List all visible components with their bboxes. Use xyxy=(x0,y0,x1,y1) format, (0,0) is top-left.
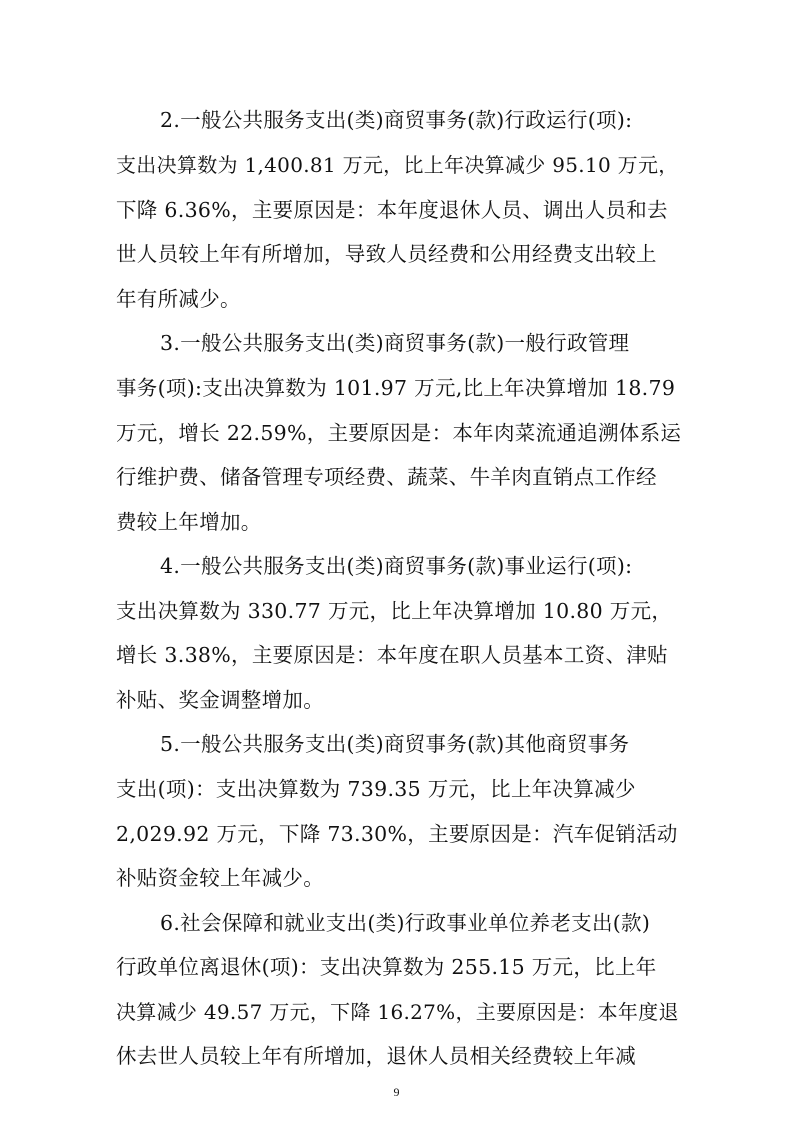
paragraph-2-line-2: 支出决算数为 1,400.81 万元，比上年决算减少 95.10 万元， xyxy=(116,153,679,177)
paragraph-6-line-3: 决算减少 49.57 万元，下降 16.27%，主要原因是：本年度退 xyxy=(116,1000,679,1024)
paragraph-5-line-1: 5.一般公共服务支出(类)商贸事务(款)其他商贸事务 xyxy=(160,732,630,756)
paragraph-5-line-2: 支出(项)：支出决算数为 739.35 万元，比上年决算减少 xyxy=(116,777,636,801)
paragraph-4-line-1: 4.一般公共服务支出(类)商贸事务(款)事业运行(项): xyxy=(160,554,633,578)
paragraph-4-line-2: 支出决算数为 330.77 万元，比上年决算增加 10.80 万元， xyxy=(116,599,673,623)
paragraph-3-line-5: 费较上年增加。 xyxy=(116,510,262,534)
page-number: 9 xyxy=(393,1085,400,1099)
paragraph-2-line-5: 年有所减少。 xyxy=(116,287,241,311)
paragraph-2-line-1: 2.一般公共服务支出(类)商贸事务(款)行政运行(项): xyxy=(160,108,633,132)
paragraph-5-line-4: 补贴资金较上年减少。 xyxy=(116,866,324,890)
paragraph-3-line-3: 万元，增长 22.59%，主要原因是：本年肉菜流通追溯体系运 xyxy=(116,421,682,445)
paragraph-3-line-2: 事务(项):支出决算数为 101.97 万元,比上年决算增加 18.79 xyxy=(116,376,676,400)
paragraph-6-line-4: 休去世人员较上年有所增加，退休人员相关经费较上年减 xyxy=(116,1044,636,1068)
paragraph-4-line-3: 增长 3.38%，主要原因是：本年度在职人员基本工资、津贴 xyxy=(116,643,668,667)
paragraph-6-line-2: 行政单位离退休(项)：支出决算数为 255.15 万元，比上年 xyxy=(116,955,657,979)
paragraph-2-line-4: 世人员较上年有所增加，导致人员经费和公用经费支出较上 xyxy=(116,242,657,266)
paragraph-2-line-3: 下降 6.36%，主要原因是：本年度退休人员、调出人员和去 xyxy=(116,198,668,222)
paragraph-3-line-4: 行维护费、储备管理专项经费、蔬菜、牛羊肉直销点工作经 xyxy=(116,465,657,489)
paragraph-3-line-1: 3.一般公共服务支出(类)商贸事务(款)一般行政管理 xyxy=(160,331,630,355)
paragraph-5-line-3: 2,029.92 万元，下降 73.30%，主要原因是：汽车促销活动 xyxy=(116,822,678,846)
paragraph-6-line-1: 6.社会保障和就业支出(类)行政事业单位养老支出(款) xyxy=(160,911,651,935)
paragraph-4-line-4: 补贴、奖金调整增加。 xyxy=(116,688,324,712)
